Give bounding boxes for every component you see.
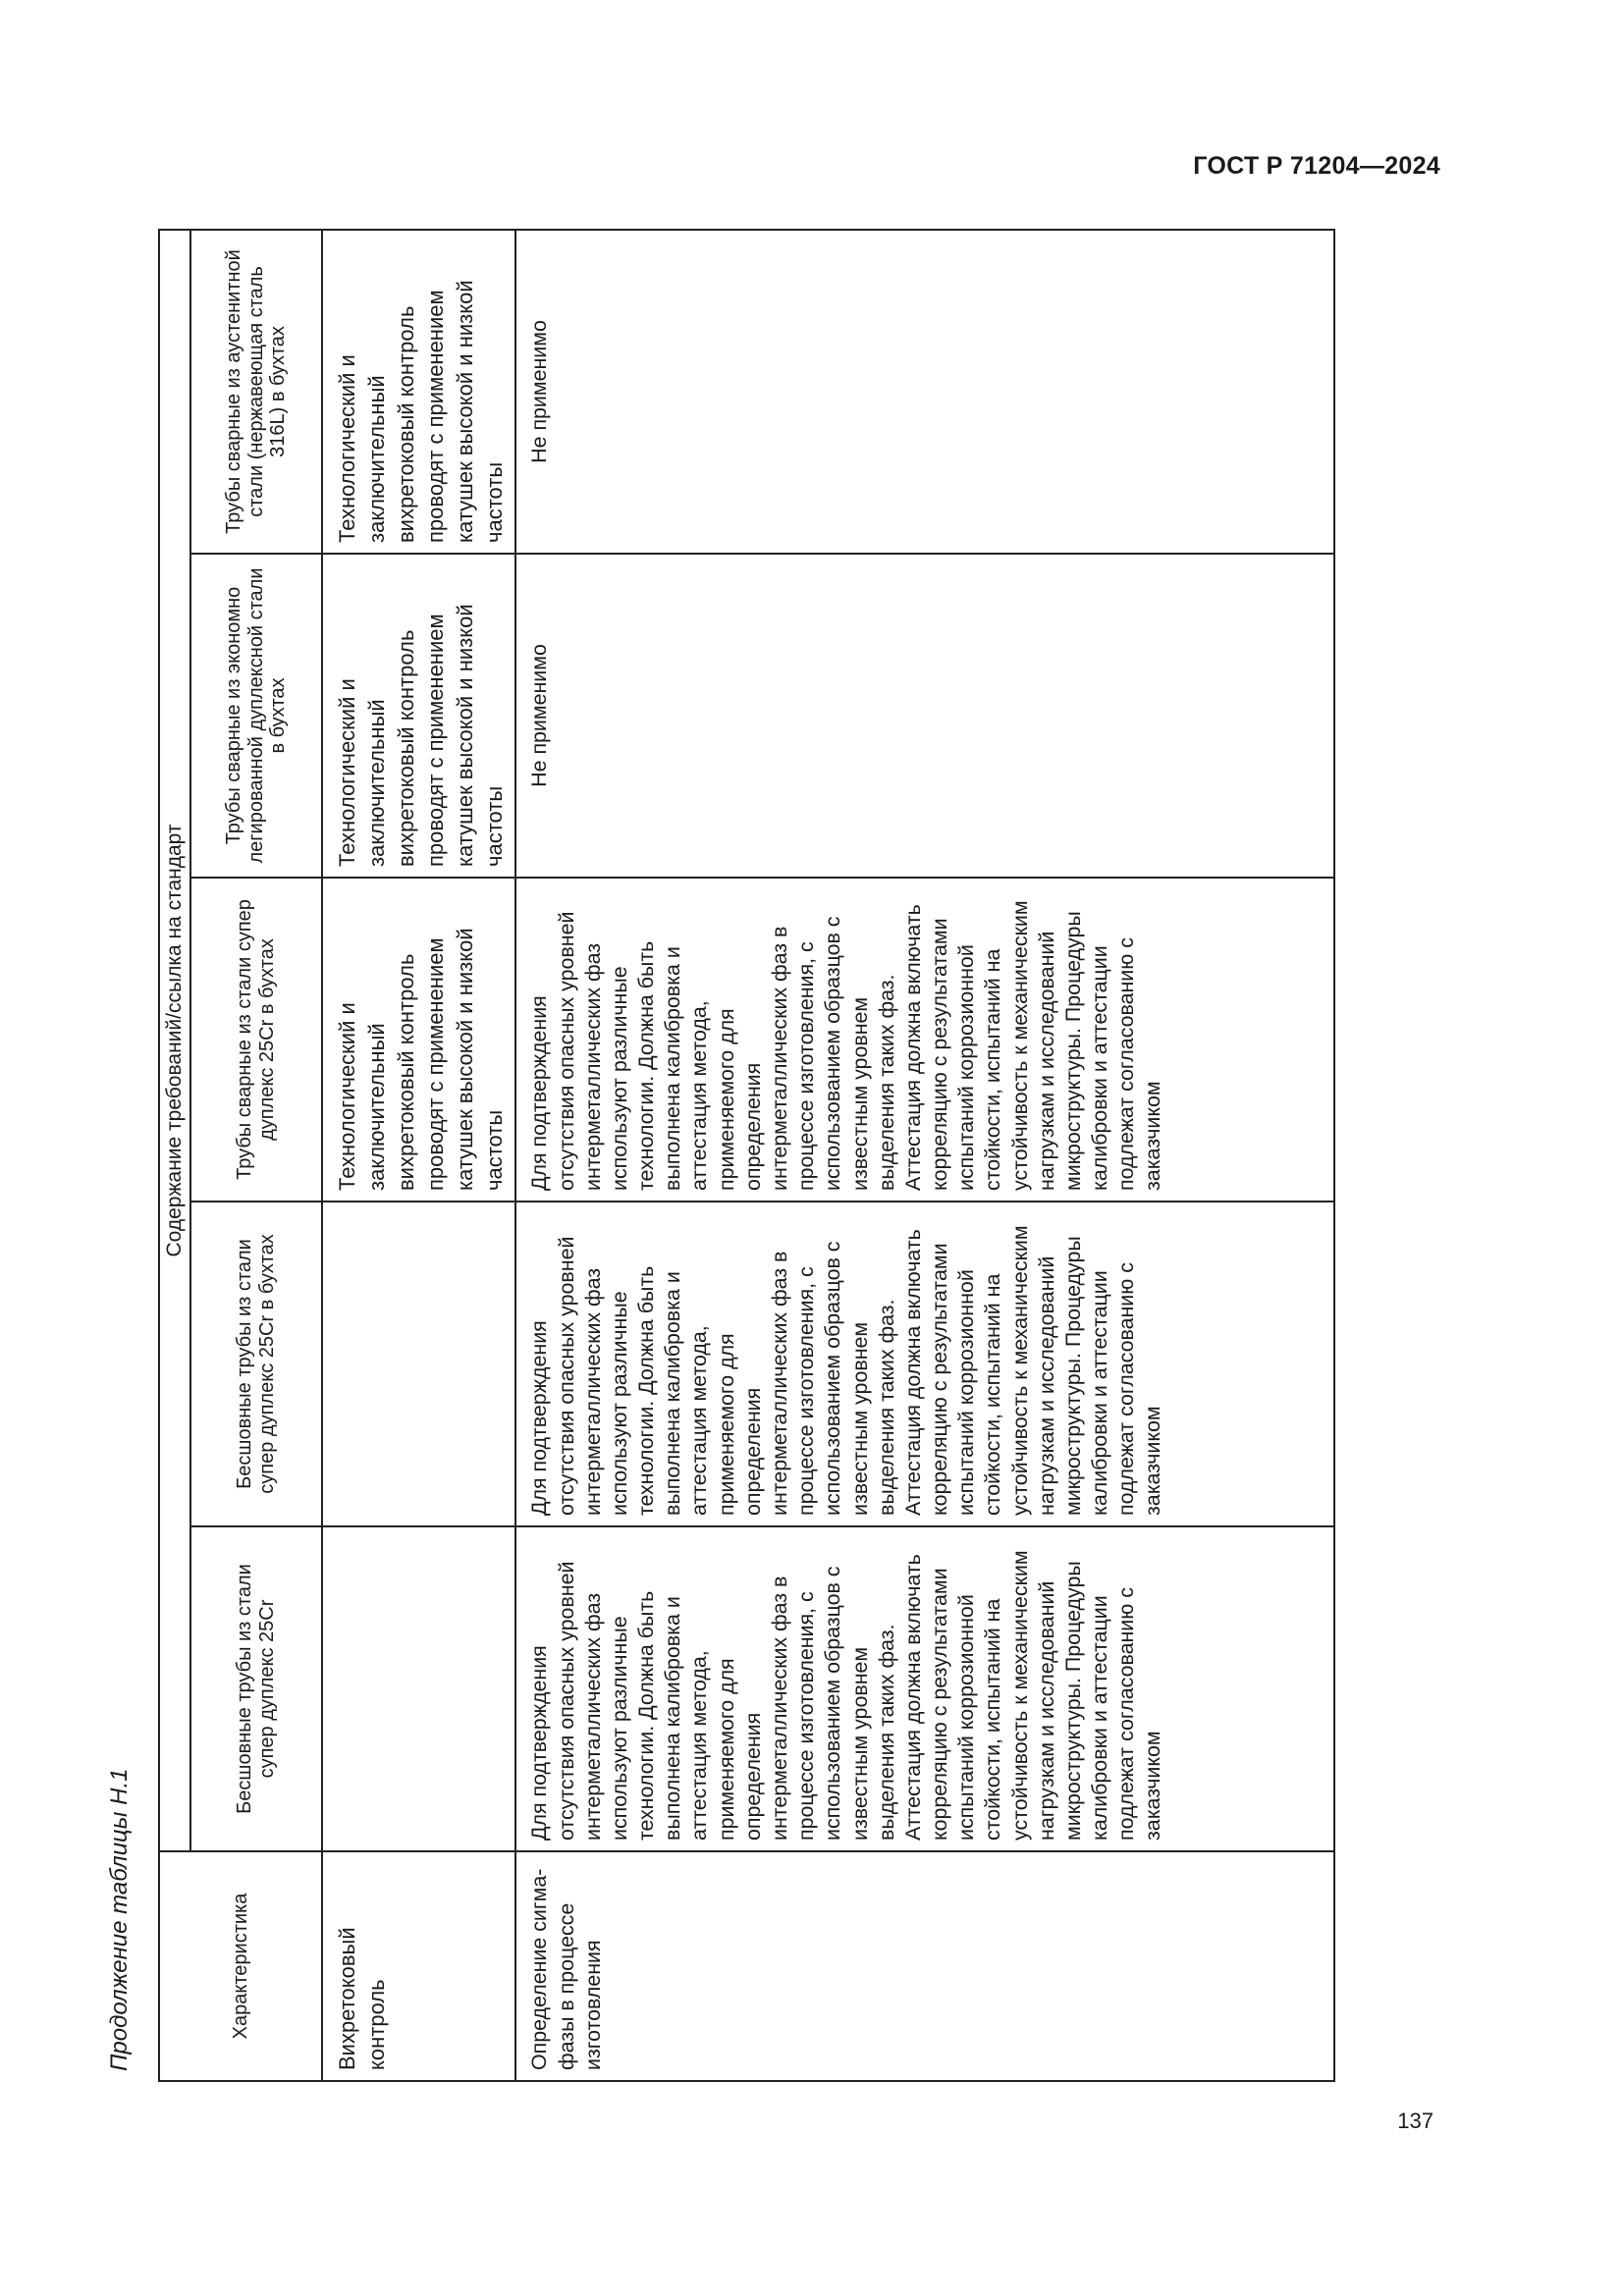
standard-designation: ГОСТ Р 71204—2024 [1193, 152, 1440, 180]
table-row [515, 230, 1334, 2081]
table-cell [322, 1526, 515, 1851]
requirements-table [158, 229, 1335, 2082]
table-cell [322, 1201, 515, 1526]
header-column: Бесшовные трубы из стали супер дуплекс 25Cr [190, 1526, 322, 1851]
header-column: Трубы сварные из стали супер дуплекс 25Cr в бухтах [190, 878, 322, 1201]
page-number: 137 [1397, 2109, 1434, 2133]
table-cell: Не применимо [515, 554, 1334, 878]
table-cell: Технологический и заключительный вихретоковый контроль проводят с применением катушек высокой и низкой частоты [322, 554, 515, 878]
table-header-row-1 [159, 230, 190, 2081]
header-column: Трубы сварные из аустенитной стали (нержавеющая сталь 316L) в бухтах [190, 230, 322, 554]
header-group: Содержание требований/ссылка на стандарт [159, 230, 190, 1851]
table-cell: Для подтверждения отсутствия опасных уровней интерметаллических фаз используют различные технологии. Должна быть выполнена калибровка и аттестация метода, применяемого для определения интерметаллических фаз в процессе изготовления, с использованием образцов с известным уровнем выделения таких фаз. Аттестация должна включать корреляцию с результатами испытаний коррозионной стойкости, испытаний на устойчивость к механическим нагрузкам и исследований микроструктуры. Процедуры калибровки и аттестации подлежат согласованию с заказчиком [515, 1526, 1334, 1851]
header-characteristic: Характеристика [159, 1851, 322, 2081]
header-column: Бесшовные трубы из стали супер дуплекс 25Cr в бухтах [190, 1201, 322, 1526]
row-characteristic: Определение сигма-фазы в процессе изготовления [515, 1851, 1334, 2081]
table-row [322, 230, 515, 2081]
table-header-row-2 [190, 230, 322, 2081]
row-characteristic: Вихретоковый контроль [322, 1851, 515, 2081]
table-cell: Технологический и заключительный вихретоковый контроль проводят с применением катушек высокой и низкой частоты [322, 878, 515, 1201]
rotated-table-container [158, 231, 1280, 2082]
table-cell: Для подтверждения отсутствия опасных уровней интерметаллических фаз используют различные технологии. Должна быть выполнена калибровка и аттестация метода, применяемого для определения интерметаллических фаз в процессе изготовления, с использованием образцов с известным уровнем выделения таких фаз. Аттестация должна включать корреляцию с результатами испытаний коррозионной стойкости, испытаний на устойчивость к механическим нагрузкам и исследований микроструктуры. Процедуры калибровки и аттестации подлежат согласованию с заказчиком [515, 878, 1334, 1201]
table-cell: Технологический и заключительный вихретоковый контроль проводят с применением катушек высокой и низкой частоты [322, 230, 515, 554]
header-column: Трубы сварные из экономно легированной дуплексной стали в бухтах [190, 554, 322, 878]
table-cell: Не применимо [515, 230, 1334, 554]
table-continuation-title: Продолжение таблицы Н.1 [106, 1768, 133, 2071]
table-cell: Для подтверждения отсутствия опасных уровней интерметаллических фаз используют различные технологии. Должна быть выполнена калибровка и аттестация метода, применяемого для определения интерметаллических фаз в процессе изготовления, с использованием образцов с известным уровнем выделения таких фаз. Аттестация должна включать корреляцию с результатами испытаний коррозионной стойкости, испытаний на устойчивость к механическим нагрузкам и исследований микроструктуры. Процедуры калибровки и аттестации подлежат согласованию с заказчиком [515, 1201, 1334, 1526]
